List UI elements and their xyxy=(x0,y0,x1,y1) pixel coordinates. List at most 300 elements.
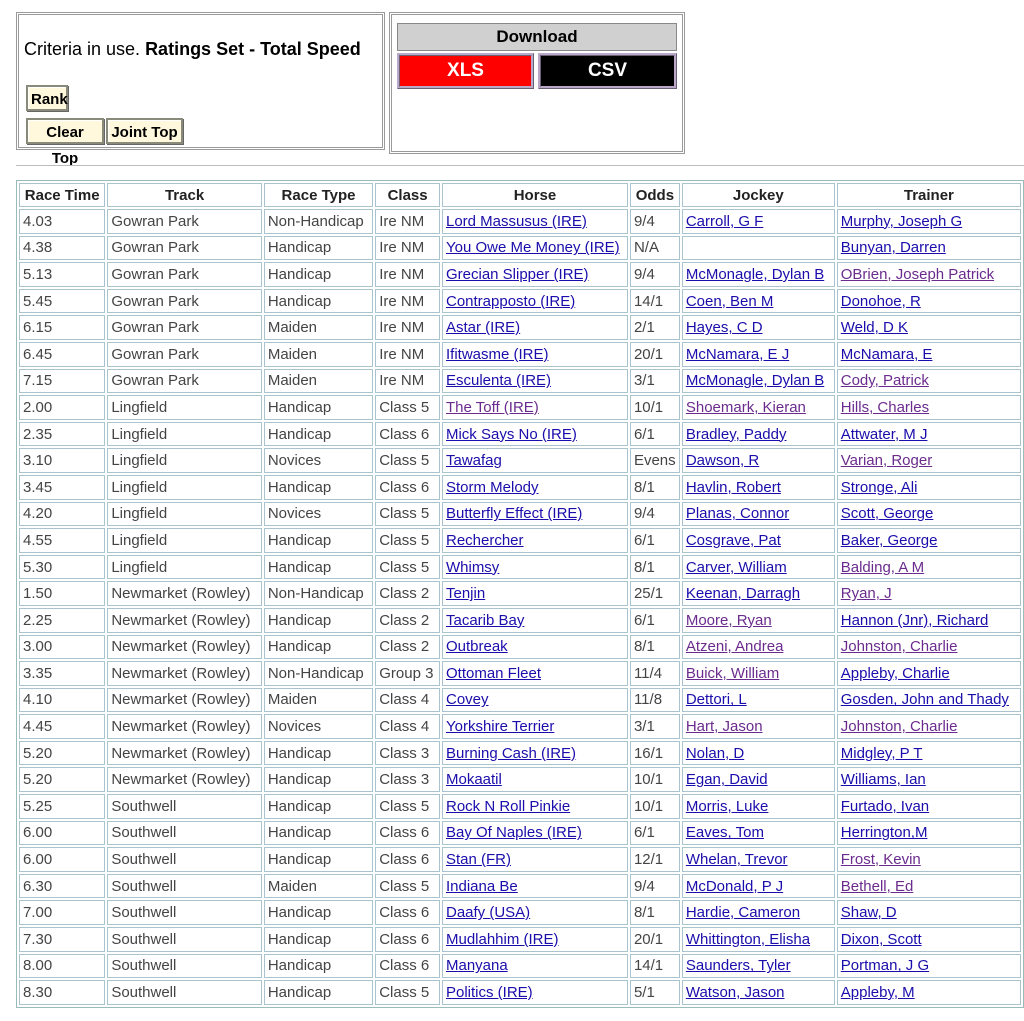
trainer-cell[interactable] xyxy=(837,528,1021,553)
trainer-cell[interactable] xyxy=(837,422,1021,447)
type-cell: Handicap xyxy=(264,794,373,819)
track-cell: Southwell xyxy=(107,980,262,1005)
trainer-cell[interactable] xyxy=(837,262,1021,287)
jockey-link[interactable]: Whittington, Elisha xyxy=(685,930,811,948)
jockey-link[interactable]: Hayes, C D xyxy=(685,319,763,337)
track-cell: Lingfield xyxy=(107,422,262,447)
trainer-cell[interactable] xyxy=(837,794,1021,819)
rank-button[interactable]: Rank xyxy=(26,85,68,111)
header-horse[interactable]: Horse xyxy=(442,183,628,207)
horse-link[interactable]: Tenjin xyxy=(445,585,486,603)
trainer-cell[interactable] xyxy=(837,502,1021,527)
jockey-cell[interactable] xyxy=(682,581,835,606)
type-cell: Handicap xyxy=(264,954,373,979)
trainer-cell[interactable] xyxy=(837,635,1021,660)
table-row xyxy=(19,581,1021,606)
track-cell: Southwell xyxy=(107,900,262,925)
type-cell: Maiden xyxy=(264,369,373,394)
horse-link[interactable]: Stan (FR) xyxy=(445,851,511,869)
horse-link[interactable]: Contrapposto (IRE) xyxy=(445,292,576,310)
horse-cell[interactable] xyxy=(442,688,628,713)
horse-link[interactable]: Rock N Roll Pinkie xyxy=(445,797,571,815)
horse-cell[interactable] xyxy=(442,315,628,340)
horse-link[interactable]: Politics (IRE) xyxy=(445,984,533,1002)
jockey-link[interactable]: Moore, Ryan xyxy=(685,611,772,629)
horse-cell[interactable] xyxy=(442,262,628,287)
trainer-cell[interactable] xyxy=(837,741,1021,766)
header-class[interactable]: Class xyxy=(375,183,440,207)
jockey-cell[interactable] xyxy=(682,767,835,792)
horse-link[interactable]: Grecian Slipper (IRE) xyxy=(445,265,589,283)
time-cell: 3.35 xyxy=(19,661,105,686)
class-cell: Class 6 xyxy=(375,821,440,846)
horse-cell[interactable] xyxy=(442,980,628,1005)
table-row xyxy=(19,741,1021,766)
class-cell: Class 6 xyxy=(375,475,440,500)
odds-cell: 8/1 xyxy=(630,555,680,580)
jockey-cell[interactable] xyxy=(682,342,835,367)
trainer-cell[interactable] xyxy=(837,954,1021,979)
time-cell: 4.10 xyxy=(19,688,105,713)
jockey-link[interactable]: Shoemark, Kieran xyxy=(685,398,806,416)
jockey-cell[interactable] xyxy=(682,980,835,1005)
time-cell: 8.00 xyxy=(19,954,105,979)
type-cell: Maiden xyxy=(264,874,373,899)
trainer-cell[interactable] xyxy=(837,475,1021,500)
table-row xyxy=(19,767,1021,792)
table-row xyxy=(19,448,1021,473)
jockey-link[interactable]: Planas, Connor xyxy=(685,505,790,523)
header-race-type[interactable]: Race Type xyxy=(264,183,373,207)
trainer-cell[interactable] xyxy=(837,767,1021,792)
horse-cell[interactable] xyxy=(442,900,628,925)
horse-cell[interactable] xyxy=(442,741,628,766)
track-cell: Newmarket (Rowley) xyxy=(107,688,262,713)
horse-cell[interactable] xyxy=(442,847,628,872)
type-cell: Novices xyxy=(264,448,373,473)
jockey-link[interactable]: Keenan, Darragh xyxy=(685,585,801,603)
jockey-link[interactable]: Eaves, Tom xyxy=(685,824,764,842)
download-panel xyxy=(389,12,685,154)
header-race-time[interactable]: Race Time xyxy=(19,183,105,207)
type-cell: Handicap xyxy=(264,608,373,633)
table-row xyxy=(19,635,1021,660)
horse-link[interactable]: Storm Melody xyxy=(445,478,539,496)
jockey-link[interactable]: Hardie, Cameron xyxy=(685,904,801,922)
class-cell: Class 4 xyxy=(375,688,440,713)
odds-cell: 3/1 xyxy=(630,714,680,739)
trainer-link[interactable]: Stronge, Ali xyxy=(840,478,918,496)
jockey-cell[interactable] xyxy=(682,794,835,819)
table-row xyxy=(19,954,1021,979)
trainer-cell[interactable] xyxy=(837,315,1021,340)
trainer-cell[interactable] xyxy=(837,448,1021,473)
horse-cell[interactable] xyxy=(442,608,628,633)
jockey-cell[interactable] xyxy=(682,741,835,766)
horse-cell[interactable] xyxy=(442,528,628,553)
trainer-cell[interactable] xyxy=(837,289,1021,314)
odds-cell: 11/8 xyxy=(630,688,680,713)
track-cell: Newmarket (Rowley) xyxy=(107,581,262,606)
trainer-cell[interactable] xyxy=(837,980,1021,1005)
odds-cell: 6/1 xyxy=(630,528,680,553)
horse-link[interactable]: Tawafag xyxy=(445,452,502,470)
jockey-link[interactable]: McMonagle, Dylan B xyxy=(685,265,825,283)
jockey-cell[interactable] xyxy=(682,608,835,633)
jockey-link[interactable]: Whelan, Trevor xyxy=(685,851,788,869)
horse-link[interactable]: Esculenta (IRE) xyxy=(445,372,552,390)
jockey-cell[interactable] xyxy=(682,714,835,739)
odds-cell: 14/1 xyxy=(630,289,680,314)
jockey-link[interactable]: Buick, William xyxy=(685,664,780,682)
jockey-link[interactable]: Cosgrave, Pat xyxy=(685,531,781,549)
jockey-cell[interactable] xyxy=(682,289,835,314)
jockey-cell[interactable] xyxy=(682,315,835,340)
type-cell: Handicap xyxy=(264,289,373,314)
horse-link[interactable]: Mokaatil xyxy=(445,771,502,789)
horse-cell[interactable] xyxy=(442,954,628,979)
jockey-cell[interactable] xyxy=(682,954,835,979)
type-cell: Novices xyxy=(264,714,373,739)
horse-cell[interactable] xyxy=(442,874,628,899)
jockey-link[interactable]: Dettori, L xyxy=(685,691,747,709)
horse-cell[interactable] xyxy=(442,422,628,447)
download-title: Download xyxy=(397,23,677,51)
horse-link[interactable]: Yorkshire Terrier xyxy=(445,718,555,736)
jockey-link[interactable]: Havlin, Robert xyxy=(685,478,781,496)
trainer-cell[interactable] xyxy=(837,342,1021,367)
jockey-link[interactable]: Egan, David xyxy=(685,771,768,789)
horse-cell[interactable] xyxy=(442,821,628,846)
trainer-link[interactable]: Williams, Ian xyxy=(840,771,926,789)
odds-cell: 6/1 xyxy=(630,422,680,447)
table-row xyxy=(19,688,1021,713)
trainer-link[interactable]: Hills, Charles xyxy=(840,398,930,416)
odds-cell: 20/1 xyxy=(630,927,680,952)
jockey-cell[interactable] xyxy=(682,635,835,660)
odds-cell: 3/1 xyxy=(630,369,680,394)
jockey-link[interactable]: Atzeni, Andrea xyxy=(685,638,784,656)
track-cell: Southwell xyxy=(107,821,262,846)
trainer-cell[interactable] xyxy=(837,581,1021,606)
table-row xyxy=(19,661,1021,686)
table-row xyxy=(19,555,1021,580)
type-cell: Handicap xyxy=(264,262,373,287)
jockey-cell[interactable] xyxy=(682,821,835,846)
table-row xyxy=(19,927,1021,952)
horse-cell[interactable] xyxy=(442,794,628,819)
track-cell: Newmarket (Rowley) xyxy=(107,714,262,739)
trainer-link[interactable]: Furtado, Ivan xyxy=(840,797,930,815)
trainer-link[interactable]: Dixon, Scott xyxy=(840,930,922,948)
trainer-cell[interactable] xyxy=(837,927,1021,952)
trainer-link[interactable]: Weld, D K xyxy=(840,319,908,337)
trainer-cell[interactable] xyxy=(837,900,1021,925)
time-cell: 5.45 xyxy=(19,289,105,314)
joint-top-button[interactable]: Joint Top xyxy=(106,118,183,144)
header-trainer[interactable]: Trainer xyxy=(837,183,1021,207)
horse-cell[interactable] xyxy=(442,236,628,261)
jockey-link[interactable]: Bradley, Paddy xyxy=(685,425,787,443)
time-cell: 7.30 xyxy=(19,927,105,952)
track-cell: Gowran Park xyxy=(107,236,262,261)
jockey-link[interactable]: Watson, Jason xyxy=(685,984,785,1002)
table-row xyxy=(19,502,1021,527)
trainer-cell[interactable] xyxy=(837,209,1021,234)
horse-cell[interactable] xyxy=(442,502,628,527)
track-cell: Gowran Park xyxy=(107,209,262,234)
type-cell: Novices xyxy=(264,502,373,527)
trainer-link[interactable]: Shaw, D xyxy=(840,904,897,922)
jockey-link[interactable]: Nolan, D xyxy=(685,744,745,762)
type-cell: Handicap xyxy=(264,767,373,792)
trainer-cell[interactable] xyxy=(837,661,1021,686)
jockey-link[interactable]: Morris, Luke xyxy=(685,797,769,815)
time-cell: 3.00 xyxy=(19,635,105,660)
header-odds[interactable]: Odds xyxy=(630,183,680,207)
horse-cell[interactable] xyxy=(442,342,628,367)
trainer-link[interactable]: Johnston, Charlie xyxy=(840,718,958,736)
jockey-cell[interactable] xyxy=(682,661,835,686)
track-cell: Newmarket (Rowley) xyxy=(107,661,262,686)
jockey-link[interactable]: Carver, William xyxy=(685,558,787,576)
table-row xyxy=(19,342,1021,367)
horse-cell[interactable] xyxy=(442,369,628,394)
trainer-link[interactable]: Frost, Kevin xyxy=(840,851,921,869)
track-cell: Lingfield xyxy=(107,395,262,420)
jockey-link[interactable]: Hart, Jason xyxy=(685,718,763,736)
trainer-link[interactable]: Murphy, Joseph G xyxy=(840,212,963,230)
trainer-link[interactable]: Johnston, Charlie xyxy=(840,638,958,656)
class-cell: Class 2 xyxy=(375,635,440,660)
horse-cell[interactable] xyxy=(442,448,628,473)
horse-cell[interactable] xyxy=(442,927,628,952)
horse-link[interactable]: Ifitwasme (IRE) xyxy=(445,345,549,363)
trainer-link[interactable]: Varian, Roger xyxy=(840,452,933,470)
trainer-link[interactable]: Bethell, Ed xyxy=(840,877,914,895)
class-cell: Class 3 xyxy=(375,767,440,792)
odds-cell: 9/4 xyxy=(630,262,680,287)
odds-cell: N/A xyxy=(630,236,680,261)
header-track[interactable]: Track xyxy=(107,183,262,207)
time-cell: 8.30 xyxy=(19,980,105,1005)
trainer-link[interactable]: Cody, Patrick xyxy=(840,372,929,390)
horse-link[interactable]: Rechercher xyxy=(445,531,524,549)
type-cell: Handicap xyxy=(264,236,373,261)
jockey-link[interactable]: McDonald, P J xyxy=(685,877,784,895)
jockey-link[interactable]: Coen, Ben M xyxy=(685,292,774,310)
criteria-text xyxy=(24,39,361,60)
table-row xyxy=(19,608,1021,633)
trainer-link[interactable]: Herrington,M xyxy=(840,824,928,842)
jockey-link[interactable]: McMonagle, Dylan B xyxy=(685,372,825,390)
horse-cell[interactable] xyxy=(442,289,628,314)
odds-cell: 16/1 xyxy=(630,741,680,766)
horse-link[interactable]: Indiana Be xyxy=(445,877,518,895)
table-row xyxy=(19,900,1021,925)
csv-download-button[interactable]: CSV xyxy=(538,53,677,89)
class-cell: Ire NM xyxy=(375,315,440,340)
horse-link[interactable]: Covey xyxy=(445,691,489,709)
horse-link[interactable]: Butterfly Effect (IRE) xyxy=(445,505,583,523)
track-cell: Lingfield xyxy=(107,448,262,473)
table-row xyxy=(19,475,1021,500)
jockey-cell[interactable] xyxy=(682,528,835,553)
jockey-cell[interactable] xyxy=(682,475,835,500)
odds-cell: 14/1 xyxy=(630,954,680,979)
horse-link[interactable]: Mick Says No (IRE) xyxy=(445,425,577,443)
jockey-cell[interactable] xyxy=(682,369,835,394)
table-row xyxy=(19,714,1021,739)
jockey-cell[interactable] xyxy=(682,422,835,447)
xls-download-button[interactable]: XLS xyxy=(397,53,534,89)
horse-link[interactable]: The Toff (IRE) xyxy=(445,398,539,416)
horse-cell[interactable] xyxy=(442,555,628,580)
jockey-cell[interactable] xyxy=(682,236,835,261)
jockey-cell[interactable] xyxy=(682,900,835,925)
trainer-cell[interactable] xyxy=(837,555,1021,580)
type-cell: Handicap xyxy=(264,927,373,952)
type-cell: Maiden xyxy=(264,342,373,367)
jockey-link[interactable]: Carroll, G F xyxy=(685,212,764,230)
race-table-body xyxy=(19,209,1021,1005)
type-cell: Non-Handicap xyxy=(264,209,373,234)
trainer-link[interactable]: Ryan, J xyxy=(840,585,892,603)
trainer-cell[interactable] xyxy=(837,608,1021,633)
trainer-cell[interactable] xyxy=(837,874,1021,899)
jockey-cell[interactable] xyxy=(682,688,835,713)
track-cell: Lingfield xyxy=(107,475,262,500)
track-cell: Newmarket (Rowley) xyxy=(107,741,262,766)
class-cell: Class 3 xyxy=(375,741,440,766)
trainer-link[interactable]: Bunyan, Darren xyxy=(840,239,946,257)
horse-link[interactable]: Daafy (USA) xyxy=(445,904,531,922)
jockey-link[interactable]: McNamara, E J xyxy=(685,345,790,363)
horse-cell[interactable] xyxy=(442,581,628,606)
table-row xyxy=(19,395,1021,420)
jockey-cell[interactable] xyxy=(682,502,835,527)
horse-link[interactable]: Burning Cash (IRE) xyxy=(445,744,577,762)
jockey-cell[interactable] xyxy=(682,262,835,287)
trainer-cell[interactable] xyxy=(837,847,1021,872)
horse-link[interactable]: Outbreak xyxy=(445,638,508,656)
jockey-cell[interactable] xyxy=(682,927,835,952)
trainer-link[interactable]: Baker, George xyxy=(840,531,938,549)
jockey-cell[interactable] xyxy=(682,874,835,899)
horse-link[interactable]: You Owe Me Money (IRE) xyxy=(445,239,620,257)
odds-cell: 2/1 xyxy=(630,315,680,340)
trainer-link[interactable]: McNamara, E xyxy=(840,345,933,363)
class-cell: Class 2 xyxy=(375,608,440,633)
class-cell: Class 5 xyxy=(375,555,440,580)
track-cell: Gowran Park xyxy=(107,315,262,340)
time-cell: 7.15 xyxy=(19,369,105,394)
trainer-link[interactable]: Scott, George xyxy=(840,505,934,523)
horse-link[interactable]: Whimsy xyxy=(445,558,500,576)
trainer-cell[interactable] xyxy=(837,688,1021,713)
trainer-cell[interactable] xyxy=(837,714,1021,739)
class-cell: Ire NM xyxy=(375,289,440,314)
track-cell: Gowran Park xyxy=(107,289,262,314)
trainer-link[interactable]: Attwater, M J xyxy=(840,425,928,443)
type-cell: Non-Handicap xyxy=(264,581,373,606)
time-cell: 3.45 xyxy=(19,475,105,500)
jockey-cell[interactable] xyxy=(682,448,835,473)
jockey-cell[interactable] xyxy=(682,395,835,420)
class-cell: Group 3 xyxy=(375,661,440,686)
clear-top-button[interactable]: Clear Top xyxy=(26,118,104,144)
jockey-link[interactable]: Saunders, Tyler xyxy=(685,957,791,975)
horse-link[interactable]: Mudlahhim (IRE) xyxy=(445,930,559,948)
type-cell: Handicap xyxy=(264,635,373,660)
time-cell: 1.50 xyxy=(19,581,105,606)
horse-link[interactable]: Bay Of Naples (IRE) xyxy=(445,824,582,842)
horse-cell[interactable] xyxy=(442,661,628,686)
trainer-link[interactable]: Midgley, P T xyxy=(840,744,923,762)
horse-link[interactable]: Lord Massusus (IRE) xyxy=(445,212,587,230)
jockey-cell[interactable] xyxy=(682,209,835,234)
trainer-cell[interactable] xyxy=(837,236,1021,261)
class-cell: Class 5 xyxy=(375,448,440,473)
horse-link[interactable]: Tacarib Bay xyxy=(445,611,525,629)
time-cell: 4.20 xyxy=(19,502,105,527)
jockey-cell[interactable] xyxy=(682,847,835,872)
horse-link[interactable]: Manyana xyxy=(445,957,508,975)
horse-cell[interactable] xyxy=(442,209,628,234)
type-cell: Handicap xyxy=(264,741,373,766)
class-cell: Ire NM xyxy=(375,262,440,287)
jockey-cell[interactable] xyxy=(682,555,835,580)
trainer-link[interactable]: Gosden, John and Thady xyxy=(840,691,1009,709)
jockey-link[interactable]: Dawson, R xyxy=(685,452,760,470)
trainer-link[interactable]: Hannon (Jnr), Richard xyxy=(840,611,989,629)
trainer-link[interactable]: Appleby, M xyxy=(840,984,915,1002)
horse-cell[interactable] xyxy=(442,635,628,660)
header-jockey[interactable]: Jockey xyxy=(682,183,835,207)
class-cell: Class 6 xyxy=(375,927,440,952)
table-row xyxy=(19,794,1021,819)
class-cell: Ire NM xyxy=(375,236,440,261)
horse-cell[interactable] xyxy=(442,475,628,500)
table-header-row xyxy=(19,183,1021,207)
odds-cell: 10/1 xyxy=(630,395,680,420)
trainer-cell[interactable] xyxy=(837,821,1021,846)
track-cell: Newmarket (Rowley) xyxy=(107,608,262,633)
odds-cell: 5/1 xyxy=(630,980,680,1005)
track-cell: Newmarket (Rowley) xyxy=(107,635,262,660)
horse-cell[interactable] xyxy=(442,767,628,792)
trainer-cell[interactable] xyxy=(837,369,1021,394)
trainer-link[interactable]: Donohoe, R xyxy=(840,292,921,310)
trainer-link[interactable]: OBrien, Joseph Patrick xyxy=(840,265,995,283)
trainer-cell[interactable] xyxy=(837,395,1021,420)
track-cell: Southwell xyxy=(107,874,262,899)
trainer-link[interactable]: Balding, A M xyxy=(840,558,925,576)
horse-cell[interactable] xyxy=(442,395,628,420)
criteria-panel xyxy=(16,12,385,167)
odds-cell: 25/1 xyxy=(630,581,680,606)
horse-cell[interactable] xyxy=(442,714,628,739)
trainer-link[interactable]: Portman, J G xyxy=(840,957,930,975)
track-cell: Lingfield xyxy=(107,528,262,553)
class-cell: Class 6 xyxy=(375,847,440,872)
class-cell: Class 5 xyxy=(375,794,440,819)
horse-link[interactable]: Ottoman Fleet xyxy=(445,664,542,682)
time-cell: 6.45 xyxy=(19,342,105,367)
odds-cell: 10/1 xyxy=(630,794,680,819)
trainer-link[interactable]: Appleby, Charlie xyxy=(840,664,950,682)
horse-link[interactable]: Astar (IRE) xyxy=(445,319,521,337)
